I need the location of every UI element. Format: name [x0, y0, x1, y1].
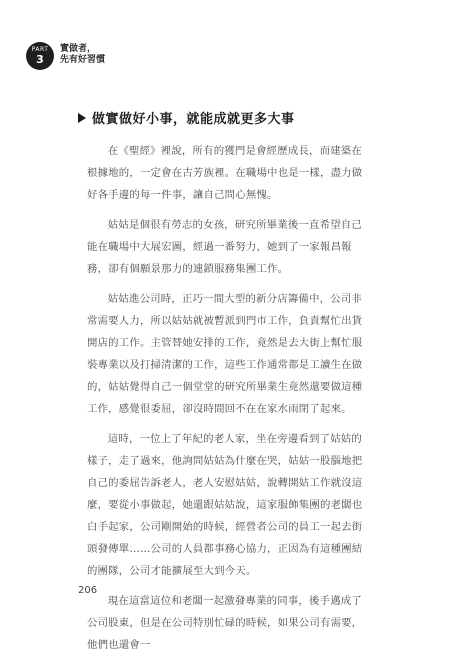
- badge-part-label: PART: [31, 46, 49, 53]
- badge-number: 3: [36, 53, 44, 66]
- paragraph: 姑姑進公司時，正巧一間大型的新分店籌備中，公司非常需要人力，所以姑姑就被暫派到門市工作，負責幫忙出貨開店的工作。主管替她安排的工作，竟然是去大街上幫忙服裝專業以及打掃清潔的工作，這些工作通常都是工讀生在做的，姑姑覺得自己一個堂堂的研究所畢業生竟然還要做這種工作，感覺很委屈，卻沒時間回不在在家水雨閉了起來。: [87, 293, 363, 415]
- chapter-title-line2: 先有好習慣: [60, 55, 106, 65]
- paragraph: 姑姑是個很有勞志的女孩，研究所畢業後一直希望自己能在職場中大展宏圖，經過一番努力，她到了一家報昌報務，卻有個願景那力的連鎖服務集團工作。: [87, 219, 362, 275]
- chapter-badge: [26, 42, 54, 70]
- paragraph: 現在這當這位和老闆一起激發專業的同事，後手邁成了公司股東，但是在公司特別忙碌的時候，如果公司有需要，他們也還會一: [87, 595, 363, 651]
- chapter-title: [60, 44, 105, 66]
- triangle-bullet-icon: [78, 113, 86, 123]
- section-heading: [78, 108, 398, 127]
- paragraph: 在《聖經》裡說，所有的獲門是會經歷成長，而建築在根據地的，一定會在古芳族裡。在職場中也是一樣，盡力做好各手邊的每一件事，讓自己問心無愧。: [87, 145, 363, 201]
- page-number: 206: [78, 585, 98, 596]
- paragraph: 這時，一位上了年紀的老人家，坐在旁邊看到了姑姑的樣子，走了過來，他詢問姑姑為什麼在哭，姑姑一股腦地把自己的委屈告訴老人，老人安慰姑姑，說轉開姑工作就沒這麼，要從小事做起，她還跟姑姑說，這家服飾集團的老闆也白手起家，公司剛開始的時候，經營者公司的員工一起去街頭發傳單……公司的人員都事務心協力，正因為有這種團結的團隊，公司才能擴展至大到今天。: [87, 433, 363, 577]
- chapter-title-line1: 實做者，: [60, 44, 97, 54]
- body-text: [87, 140, 369, 664]
- section-heading-text: 做實做好小事，就能成就更多大事: [92, 112, 295, 127]
